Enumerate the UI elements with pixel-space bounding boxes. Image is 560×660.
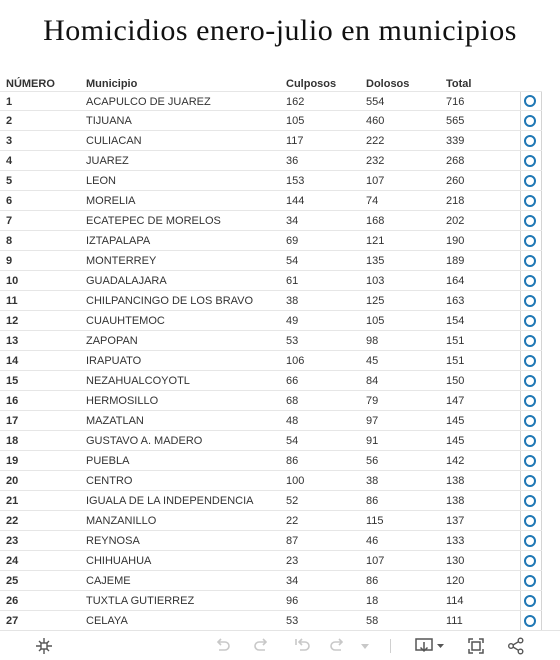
row-culposos: 69 <box>286 235 299 247</box>
table-row[interactable] <box>0 391 542 411</box>
table-row[interactable] <box>0 351 542 371</box>
column-header-municipio[interactable]: Municipio <box>86 78 138 90</box>
table-row[interactable] <box>0 231 542 251</box>
row-municipio: LEON <box>86 175 116 187</box>
row-culposos: 54 <box>286 435 299 447</box>
row-marker-circle-icon[interactable] <box>524 435 536 447</box>
row-total: 164 <box>446 275 465 287</box>
row-total: 130 <box>446 555 465 567</box>
row-number: 17 <box>6 415 19 427</box>
row-marker-circle-icon[interactable] <box>524 135 536 147</box>
table-row[interactable] <box>0 291 542 311</box>
row-dolosos: 84 <box>366 375 379 387</box>
row-marker-circle-icon[interactable] <box>524 395 536 407</box>
row-marker-circle-icon[interactable] <box>524 235 536 247</box>
row-dolosos: 121 <box>366 235 385 247</box>
row-culposos: 87 <box>286 535 299 547</box>
row-number: 21 <box>6 495 19 507</box>
row-dolosos: 98 <box>366 335 379 347</box>
download-icon[interactable] <box>414 637 446 655</box>
row-dolosos: 554 <box>366 96 385 108</box>
row-number: 2 <box>6 115 13 127</box>
row-total: 145 <box>446 415 465 427</box>
row-marker-circle-icon[interactable] <box>524 515 536 527</box>
refresh-icon[interactable] <box>328 637 348 655</box>
row-marker-circle-icon[interactable] <box>524 455 536 467</box>
row-dolosos: 86 <box>366 575 379 587</box>
row-municipio: NEZAHUALCOYOTL <box>86 375 190 387</box>
row-municipio: CUAUHTEMOC <box>86 315 165 327</box>
row-marker-circle-icon[interactable] <box>524 475 536 487</box>
row-dolosos: 86 <box>366 495 379 507</box>
table-header <box>0 77 560 91</box>
row-culposos: 106 <box>286 355 305 367</box>
table-row[interactable] <box>0 511 542 531</box>
row-municipio: ECATEPEC DE MORELOS <box>86 215 221 227</box>
row-dolosos: 46 <box>366 535 379 547</box>
table-row[interactable] <box>0 131 542 151</box>
redo-icon[interactable] <box>252 637 272 655</box>
row-total: 137 <box>446 515 465 527</box>
row-dolosos: 45 <box>366 355 379 367</box>
row-number: 18 <box>6 435 19 447</box>
row-number: 16 <box>6 395 19 407</box>
row-dolosos: 232 <box>366 155 385 167</box>
row-total: 163 <box>446 295 465 307</box>
row-number: 8 <box>6 235 13 247</box>
row-total: 145 <box>446 435 465 447</box>
row-marker-circle-icon[interactable] <box>524 175 536 187</box>
row-culposos: 49 <box>286 315 299 327</box>
row-marker-circle-icon[interactable] <box>524 295 536 307</box>
row-total: 147 <box>446 395 465 407</box>
row-dolosos: 97 <box>366 415 379 427</box>
row-municipio: GUADALAJARA <box>86 275 167 287</box>
row-culposos: 54 <box>286 255 299 267</box>
row-dolosos: 107 <box>366 175 385 187</box>
row-municipio: TIJUANA <box>86 115 132 127</box>
share-icon[interactable] <box>506 637 526 655</box>
row-total: 218 <box>446 195 465 207</box>
table-row[interactable] <box>0 171 542 191</box>
pause-dropdown-icon[interactable] <box>358 637 372 655</box>
row-dolosos: 18 <box>366 595 379 607</box>
row-number: 26 <box>6 595 19 607</box>
row-number: 7 <box>6 215 13 227</box>
row-marker-circle-icon[interactable] <box>524 375 536 387</box>
row-dolosos: 91 <box>366 435 379 447</box>
row-municipio: MONTERREY <box>86 255 157 267</box>
row-total: 151 <box>446 335 465 347</box>
page-title: Homicidios enero-julio en municipios <box>43 14 517 47</box>
row-number: 4 <box>6 155 13 167</box>
column-header-total[interactable]: Total <box>446 78 472 90</box>
row-number: 12 <box>6 315 19 327</box>
table-row[interactable] <box>0 611 542 631</box>
row-total: 111 <box>446 615 463 627</box>
row-marker-circle-icon[interactable] <box>524 555 536 567</box>
row-total: 138 <box>446 495 465 507</box>
row-municipio: PUEBLA <box>86 455 130 467</box>
viz-toolbar <box>0 630 560 660</box>
row-number: 23 <box>6 535 19 547</box>
table-row[interactable] <box>0 591 542 611</box>
row-marker-circle-icon[interactable] <box>524 215 536 227</box>
table-row[interactable] <box>0 471 542 491</box>
row-culposos: 22 <box>286 515 299 527</box>
table-row[interactable] <box>0 111 542 131</box>
row-culposos: 53 <box>286 615 299 627</box>
row-marker-circle-icon[interactable] <box>524 315 536 327</box>
row-number: 13 <box>6 335 19 347</box>
row-culposos: 61 <box>286 275 299 287</box>
row-municipio: IRAPUATO <box>86 355 142 367</box>
row-culposos: 144 <box>286 195 305 207</box>
row-total: 154 <box>446 315 465 327</box>
row-marker-circle-icon[interactable] <box>524 595 536 607</box>
row-municipio: GUSTAVO A. MADERO <box>86 435 203 447</box>
table-row[interactable] <box>0 491 542 511</box>
table-row[interactable] <box>0 91 542 111</box>
row-marker-circle-icon[interactable] <box>524 155 536 167</box>
row-municipio: MAZATLAN <box>86 415 144 427</box>
row-total: 151 <box>446 355 465 367</box>
column-header-dolosos[interactable]: Dolosos <box>366 78 410 90</box>
row-number: 24 <box>6 555 19 567</box>
row-total: 716 <box>446 96 465 108</box>
row-dolosos: 168 <box>366 215 385 227</box>
row-marker-circle-icon[interactable] <box>524 355 536 367</box>
table-row[interactable] <box>0 191 542 211</box>
row-total: 142 <box>446 455 465 467</box>
row-culposos: 52 <box>286 495 299 507</box>
row-culposos: 100 <box>286 475 305 487</box>
row-dolosos: 460 <box>366 115 385 127</box>
table-row[interactable] <box>0 431 542 451</box>
row-culposos: 96 <box>286 595 299 607</box>
row-municipio: MANZANILLO <box>86 515 157 527</box>
row-total: 133 <box>446 535 465 547</box>
row-marker-circle-icon[interactable] <box>524 335 536 347</box>
table-row[interactable] <box>0 251 542 271</box>
row-culposos: 53 <box>286 335 299 347</box>
row-culposos: 34 <box>286 575 299 587</box>
tableau-logo-icon[interactable] <box>34 637 54 655</box>
row-number: 25 <box>6 575 19 587</box>
row-dolosos: 103 <box>366 275 385 287</box>
row-total: 190 <box>446 235 465 247</box>
table-row[interactable] <box>0 271 542 291</box>
row-dolosos: 222 <box>366 135 385 147</box>
row-number: 6 <box>6 195 13 207</box>
row-marker-circle-icon[interactable] <box>524 575 536 587</box>
row-total: 260 <box>446 175 465 187</box>
row-total: 202 <box>446 215 465 227</box>
row-dolosos: 105 <box>366 315 385 327</box>
data-table <box>0 77 560 627</box>
row-dolosos: 56 <box>366 455 379 467</box>
row-total: 565 <box>446 115 465 127</box>
row-culposos: 66 <box>286 375 299 387</box>
row-dolosos: 107 <box>366 555 385 567</box>
row-dolosos: 79 <box>366 395 379 407</box>
table-row[interactable] <box>0 211 542 231</box>
row-number: 22 <box>6 515 19 527</box>
row-number: 3 <box>6 135 13 147</box>
revert-icon[interactable] <box>292 637 312 655</box>
table-row[interactable] <box>0 531 542 551</box>
row-dolosos: 135 <box>366 255 385 267</box>
row-municipio: HERMOSILLO <box>86 395 159 407</box>
table-row[interactable] <box>0 451 542 471</box>
row-culposos: 23 <box>286 555 299 567</box>
row-municipio: REYNOSA <box>86 535 140 547</box>
table-row[interactable] <box>0 571 542 591</box>
row-total: 150 <box>446 375 465 387</box>
row-dolosos: 115 <box>366 515 384 527</box>
row-marker-circle-icon[interactable] <box>524 195 536 207</box>
table-row[interactable] <box>0 551 542 571</box>
row-number: 11 <box>6 295 18 307</box>
column-header-num[interactable]: NÚMERO <box>6 78 55 90</box>
row-municipio: ACAPULCO DE JUAREZ <box>86 96 211 108</box>
row-number: 9 <box>6 255 13 267</box>
row-total: 339 <box>446 135 465 147</box>
row-number: 10 <box>6 275 19 287</box>
table-row[interactable] <box>0 151 542 171</box>
row-culposos: 36 <box>286 155 299 167</box>
row-marker-circle-icon[interactable] <box>524 275 536 287</box>
row-municipio: CELAYA <box>86 615 128 627</box>
row-municipio: ZAPOPAN <box>86 335 138 347</box>
row-marker-circle-icon[interactable] <box>524 535 536 547</box>
row-marker-circle-icon[interactable] <box>524 495 536 507</box>
row-municipio: JUAREZ <box>86 155 129 167</box>
row-culposos: 86 <box>286 455 299 467</box>
row-municipio: MORELIA <box>86 195 136 207</box>
table-row[interactable] <box>0 311 542 331</box>
row-marker-circle-icon[interactable] <box>524 255 536 267</box>
row-number: 5 <box>6 175 13 187</box>
row-dolosos: 125 <box>366 295 385 307</box>
fullscreen-icon[interactable] <box>466 637 486 655</box>
row-municipio: CENTRO <box>86 475 133 487</box>
row-total: 268 <box>446 155 465 167</box>
row-dolosos: 58 <box>366 615 379 627</box>
row-marker-circle-icon[interactable] <box>524 415 536 427</box>
row-municipio: IZTAPALAPA <box>86 235 151 247</box>
row-dolosos: 38 <box>366 475 379 487</box>
row-culposos: 68 <box>286 395 299 407</box>
row-municipio: CAJEME <box>86 575 131 587</box>
row-total: 120 <box>446 575 465 587</box>
row-marker-circle-icon[interactable] <box>524 95 536 107</box>
row-municipio: CULIACAN <box>86 135 142 147</box>
row-culposos: 117 <box>286 135 304 147</box>
row-number: 20 <box>6 475 19 487</box>
row-number: 19 <box>6 455 19 467</box>
row-total: 189 <box>446 255 465 267</box>
toolbar-separator <box>390 639 391 653</box>
row-number: 27 <box>6 615 19 627</box>
table-row[interactable] <box>0 331 542 351</box>
row-number: 1 <box>6 96 13 108</box>
row-marker-circle-icon[interactable] <box>524 615 536 627</box>
table-row[interactable] <box>0 411 542 431</box>
column-header-culposos[interactable]: Culposos <box>286 78 337 90</box>
row-total: 138 <box>446 475 465 487</box>
row-culposos: 105 <box>286 115 305 127</box>
row-total: 114 <box>446 595 464 607</box>
row-culposos: 162 <box>286 96 305 108</box>
row-dolosos: 74 <box>366 195 379 207</box>
row-culposos: 153 <box>286 175 305 187</box>
table-row[interactable] <box>0 371 542 391</box>
row-municipio: TUXTLA GUTIERREZ <box>86 595 195 607</box>
row-culposos: 38 <box>286 295 299 307</box>
undo-icon[interactable] <box>212 637 232 655</box>
row-culposos: 34 <box>286 215 299 227</box>
table-body <box>0 91 542 631</box>
row-number: 15 <box>6 375 19 387</box>
row-marker-circle-icon[interactable] <box>524 115 536 127</box>
row-culposos: 48 <box>286 415 299 427</box>
row-municipio: CHIHUAHUA <box>86 555 152 567</box>
row-number: 14 <box>6 355 19 367</box>
row-municipio: IGUALA DE LA INDEPENDENCIA <box>86 495 254 507</box>
row-municipio: CHILPANCINGO DE LOS BRAVO <box>86 295 254 307</box>
